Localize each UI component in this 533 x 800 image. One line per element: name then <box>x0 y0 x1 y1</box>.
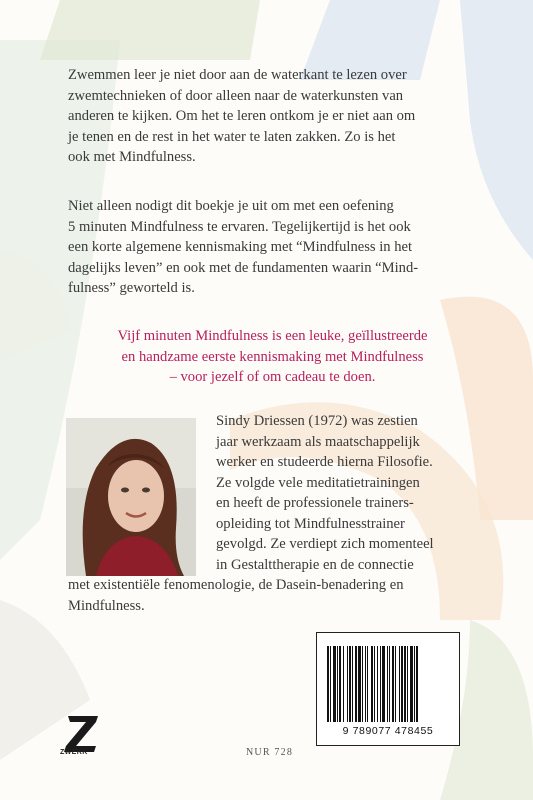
barcode-bar <box>414 646 415 722</box>
barcode-bar <box>416 646 418 722</box>
barcode-bar <box>339 646 341 722</box>
text-line: een korte algemene kennismaking met “Mindfulness in het <box>68 239 413 255</box>
barcode-bar <box>404 646 406 722</box>
text-line: Zwemmen leer je niet door aan de waterkant te lezen over <box>68 67 407 83</box>
bio-line: gevolgd. Ze verdiept zich momenteel <box>216 536 434 552</box>
quote-line: Vijf minuten Mindfulness is een leuke, geïllustreerde <box>117 328 428 344</box>
publisher-name: ZWERK <box>60 749 88 756</box>
barcode-bar <box>355 646 357 722</box>
text-line: 5 minuten Mindfulness te ervaren. Tegelijkertijd is het ook <box>68 218 411 235</box>
bio-line: met existentiële fenomenologie, de Dasein-benadering en <box>68 577 404 593</box>
text-line: fulness” geworteld is. <box>68 280 195 296</box>
bio-line: in Gestalttherapie en de connectie <box>216 556 414 573</box>
text-line: anderen te kijken. Om het te leren ontkom je er niet aan om <box>68 108 416 124</box>
barcode-bar <box>333 646 336 722</box>
text-line: zwemtechnieken of door alleen naar de waterkunsten van <box>68 87 404 104</box>
barcode-bar <box>374 646 375 722</box>
barcode-bar <box>410 646 413 722</box>
intro-paragraph <box>68 65 478 168</box>
quote-line: en handzame eerste kennismaking met Mindfulness <box>121 348 424 365</box>
bio-line: Mindfulness. <box>68 597 145 614</box>
text-line: ook met Mindfulness. <box>68 149 196 165</box>
barcode-bar <box>362 646 363 722</box>
barcode-bar <box>392 646 394 722</box>
barcode-bar <box>377 646 378 722</box>
barcode-bar <box>382 646 385 722</box>
highlight-quote <box>60 326 485 388</box>
bio-line: jaar werkzaam als maatschappelijk <box>216 433 420 450</box>
barcode-bars <box>325 646 451 724</box>
text-line: Niet alleen nodigt dit boekje je uit om met een oefening <box>68 198 394 214</box>
barcode-bar <box>337 646 338 722</box>
bio-line: opleiding tot Mindfulnesstrainer <box>216 515 405 532</box>
barcode-bar <box>399 646 400 722</box>
barcode-bar <box>365 646 366 722</box>
isbn-number: 9 789077 478455 <box>342 725 434 737</box>
barcode-bar <box>380 646 381 722</box>
bio-line: werker en studeerde hierna Filosofie. <box>216 454 433 470</box>
barcode-bar <box>327 646 329 722</box>
bio-line: Sindy Driessen (1972) was zestien <box>216 413 418 429</box>
barcode-bar <box>407 646 408 722</box>
author-bio <box>68 411 478 616</box>
barcode-bar <box>347 646 348 722</box>
nur-code: NUR 728 <box>246 747 294 758</box>
barcode-bar <box>352 646 353 722</box>
barcode-bar <box>349 646 351 722</box>
bio-line: en heeft de professionele trainers- <box>216 495 414 511</box>
barcode-bar <box>387 646 388 722</box>
text-line: je tenen en de rest in het water te laten zakken. Zo is het <box>68 128 396 145</box>
barcode-bar <box>395 646 396 722</box>
text-line: dagelijks leven” en ook met de fundamenten waarin “Mind- <box>68 259 419 276</box>
barcode-bar <box>389 646 390 722</box>
barcode-bar <box>367 646 368 722</box>
description-paragraph <box>68 196 478 299</box>
barcode-bar <box>371 646 373 722</box>
quote-line: – voor jezelf of om cadeau te doen. <box>169 369 376 385</box>
barcode <box>316 632 460 746</box>
barcode-bar <box>358 646 361 722</box>
barcode-bar <box>401 646 403 722</box>
bio-line: Ze volgde vele meditatietrainingen <box>216 474 420 491</box>
barcode-bar <box>330 646 331 722</box>
barcode-bar <box>343 646 344 722</box>
